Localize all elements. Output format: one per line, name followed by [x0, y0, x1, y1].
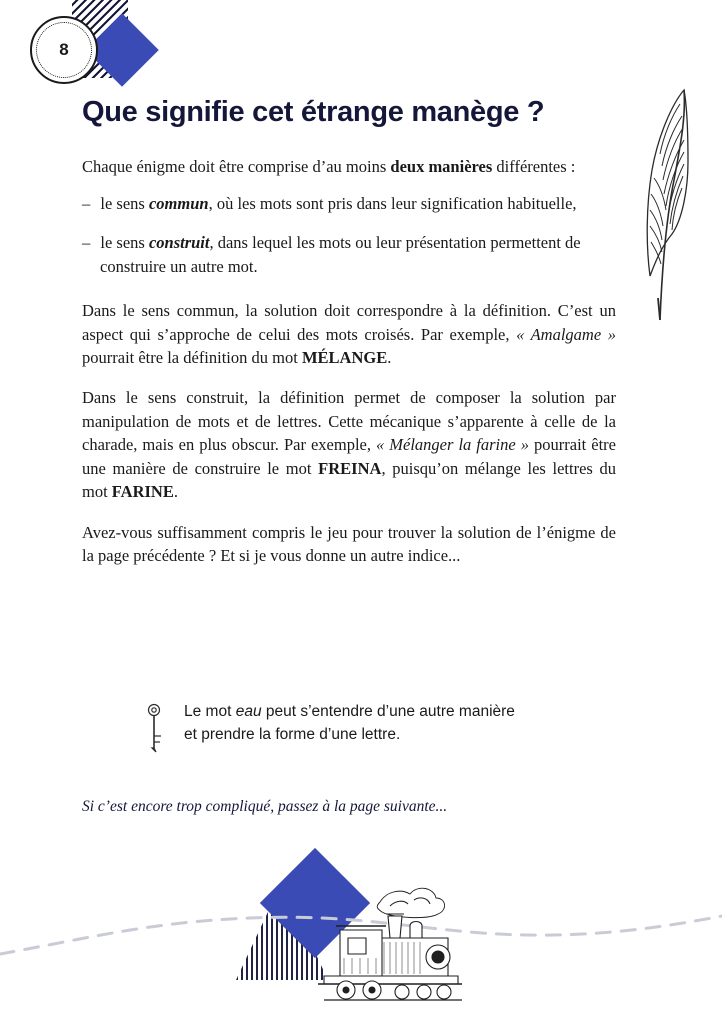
page-number-badge — [30, 16, 98, 84]
bullet-text-b: , où les mots sont pris dans leur signification habituelle, — [208, 194, 577, 214]
list-item — [82, 192, 600, 216]
paragraph-question: Avez-vous suffisamment compris le jeu pour trouver la solution de l’énigme de la page précédente ? Et si je vous donne un autre indice... — [82, 522, 616, 565]
p2-text-d: . — [173, 482, 178, 502]
hint-text-b: peut s’entendre d’une autre manière — [261, 703, 515, 720]
bullet-emphasis: commun — [148, 194, 209, 214]
p2-solution-word: FREINA — [318, 458, 382, 478]
bullet-dash: – — [82, 233, 91, 253]
bullet-text-a: le sens — [96, 233, 149, 253]
bullet-text-b: , dans lequel les mots ou leur présentation permettent de construire un autre mot. — [100, 233, 581, 277]
top-left-decoration — [0, 0, 180, 110]
hint-text — [184, 700, 515, 747]
intro-emphasis: deux manières — [390, 157, 493, 176]
intro-paragraph — [82, 155, 616, 178]
p2-text-c: , puisqu’on mélange les lettres du mot — [82, 458, 616, 502]
bullet-emphasis: construit — [148, 233, 210, 253]
p1-text-b: pourrait être la définition du mot — [82, 348, 302, 368]
paragraph-common-sense — [82, 299, 616, 369]
p1-text-a: Dans le sens commun, la solution doit correspondre à la définition. C’est un aspect qui s’approche de celui des mots croisés. Par exemple, — [82, 301, 616, 344]
p2-example: « Mélanger la farine » — [376, 435, 529, 455]
p2-source-word: FARINE — [111, 482, 174, 502]
intro-text-c: différentes : — [492, 157, 576, 176]
page-number: 8 — [59, 40, 69, 59]
hint-text-line2: et prendre la forme d’une lettre. — [184, 726, 401, 744]
p1-solution-word: MÉLANGE — [301, 348, 388, 368]
bottom-illustration — [0, 814, 722, 1024]
hint-block — [140, 700, 580, 754]
bullet-dash: – — [82, 194, 91, 214]
key-icon — [140, 702, 170, 754]
p1-example: « Amalgame » — [516, 324, 616, 344]
hint-keyword: eau — [235, 703, 262, 720]
p2-text-a: Dans le sens construit, la définition permet de composer la solution par manipulation de mots et de lettres. Cette mécanique s’apparente à celle de la charade, mais en plus obscur. Par exemple, — [82, 388, 616, 455]
page-title: Que signifie cet étrange manège ? — [82, 96, 545, 128]
hint-text-a: Le mot — [184, 703, 236, 720]
steam-locomotive-icon — [262, 876, 482, 1006]
p2-text-b: pourrait être une manière de construire le mot — [82, 435, 616, 478]
intro-text-a: Chaque énigme doit être comprise d’au moins — [82, 157, 391, 176]
list-item — [82, 231, 600, 279]
p1-text-c: . — [387, 348, 392, 368]
paragraph-constructed-sense — [82, 386, 616, 503]
closing-note: Si c’est encore trop compliqué, passez à la page suivante... — [82, 798, 448, 815]
article-body — [82, 96, 616, 584]
bullet-text-a: le sens — [96, 194, 149, 214]
